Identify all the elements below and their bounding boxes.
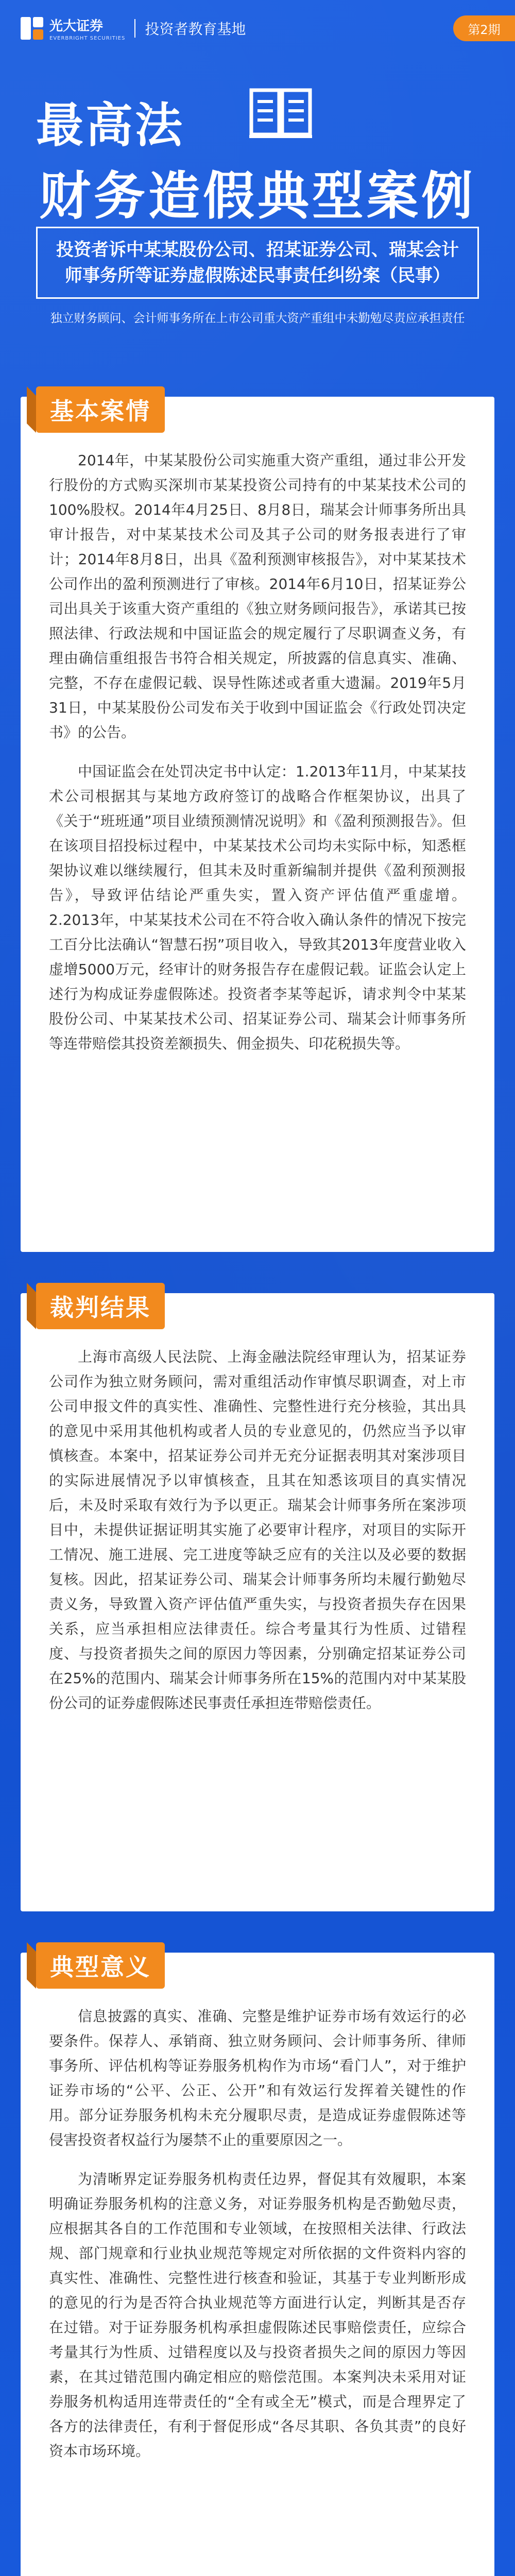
case-title-box — [36, 227, 479, 299]
section-label: 典型意义 — [50, 1953, 151, 1981]
paragraph: 上海市高级人民法院、上海金融法院经审理认为，招某证券公司作为独立财务顾问，需对重组活动作审慎尽职调查，对上市公司申报文件的真实性、准确性、完整性进行充分核验，其出具的意见中采用其他机构或者人员的专业意见的，仍然应当予以审慎核查。本案中，招某证券公司并无充分证据表明其对案涉项目的实际进展情况予以审慎核查，且其在知悉该项目的真实情况后，未及时采取有效行为予以更正。瑞某会计师事务所在案涉项目中，未提供证据证明其实施了必要审计程序，对项目的实际开工情况、施工进展、完工进度等缺乏应有的关注以及必要的数据复核。因此，招某证券公司、瑞某会计师事务所均未履行勤勉尽责义务，导致置入资产评估值严重失实，与投资者损失存在因果关系，应当承担相应法律责任。综合考量其行为性质、过错程度、与投资者损失之间的原因力等因素，分别确定招某证券公司在25%的范围内、瑞某会计师事务所在15%的范围内对中某某股份公司的证券虚假陈述民事责任承担连带赔偿责任。 — [49, 1348, 466, 1711]
section-label: 基本案情 — [50, 397, 151, 425]
section-tag-basic — [36, 386, 165, 433]
section-body-judgment — [49, 1345, 466, 1730]
book-icon — [247, 85, 314, 142]
section-tag-judgment — [36, 1283, 165, 1329]
paragraph: 为清晰界定证券服务机构责任边界，督促其有效履职，本案明确证券服务机构的注意义务，对证券服务机构是否勤勉尽责，应根据其各自的工作范围和专业领域，在按照相关法律、行政法规、部门规章和行业执业规范等规定对所依据的文件资料内容的真实性、准确性、完整性进行核查和验证，其基于专业判断形成的意见的行为是否符合执业规范等方面进行认定，判断其是否存在过错。对于证券服务机构承担虚假陈述民事赔偿责任，应综合考量其行为性质、过错程度以及与投资者损失之间的原因力等因素，在其过错范围内确定相应的赔偿范围。本案判决未采用对证券服务机构适用连带责任的“全有或全无”模式，而是合理界定了各方的法律责任，有利于督促形成“各尽其职、各负其责”的良好资本市场环境。 — [49, 2171, 466, 2460]
section-body-basic — [49, 448, 466, 1071]
section-tag-significance — [36, 1942, 165, 1989]
brand-sub: EVERBRIGHT SECURITIES — [49, 36, 126, 41]
brand-logo[interactable] — [21, 15, 246, 41]
section-label: 裁判结果 — [50, 1294, 151, 1321]
section-judgment — [21, 1293, 494, 1911]
section-body-significance — [49, 2004, 466, 2478]
brand-mark-icon — [21, 17, 43, 40]
top-bar — [0, 0, 515, 57]
case-subtitle: 独立财务顾问、会计师事务所在上市公司重大资产重组中未勤勉尽责应承担责任 — [50, 312, 465, 325]
paragraph: 2014年，中某某股份公司实施重大资产重组，通过非公开发行股份的方式购买深圳市某某投资公司持有的中某某技术公司的100%股权。2014年4月25日、8月8日，瑞某会计师事务所出具审计报告，对中某某技术公司及其子公司的财务报表进行了审计；2014年8月8日，出具《盈利预测审核报告》，对中某某技术公司作出的盈利预测进行了审核。2014年6月10日，招某证券公司出具关于该重大资产重组的《独立财务顾问报告》，承诺其已按照法律、行政法规和中国证监会的规定履行了尽职调查义务，有理由确信重组报告书符合相关规定，所披露的信息真实、准确、完整，不存在虚假记载、误导性陈述或者重大遗漏。2019年5月31日，中某某股份公司发布关于收到中国证监会《行政处罚决定书》的公告。 — [49, 452, 466, 741]
issue-badge: 第2期 — [453, 15, 515, 41]
brand-divider — [134, 19, 135, 38]
paragraph: 中国证监会在处罚决定书中认定：1.2013年11月，中某某技术公司根据其与某地方政府签订的战略合作框架协议，出具了《关于“班班通”项目业绩预测情况说明》和《盈利预测报告》。但在该项目招投标过程中，中某某技术公司均未实际中标，知悉框架协议难以继续履行，但其未及时重新编制并提供《盈利预测报告》，导致评估结论严重失实，置入资产评估值严重虚增。2.2013年，中某某技术公司在不符合收入确认条件的情况下按完工百分比法确认“智慧石拐”项目收入，导致其2013年度营业收入虚增5000万元，经审计的财务报告存在虚假记载。证监会认定上述行为构成证券虚假陈述。投资者李某等起诉，请求判令中某某股份公司、中某某技术公司、招某证券公司、瑞某会计师事务所等连带赔偿其投资差额损失、佣金损失、印花税损失等。 — [49, 763, 466, 1052]
section-significance — [21, 1953, 494, 2576]
brand-tagline: 投资者教育基地 — [145, 21, 246, 38]
brand-name: 光大证券 — [49, 19, 104, 34]
section-basic-facts — [21, 397, 494, 1252]
paragraph: 信息披露的真实、准确、完整是维护证券市场有效运行的必要条件。保荐人、承销商、独立财务顾问、会计师事务所、律师事务所、评估机构等证券服务机构作为市场“看门人”，对于维护证券市场的“公平、公正、公开”和有效运行发挥着关键性的作用。部分证券服务机构未充分履职尽责，是造成证券虚假陈述等侵害投资者权益行为屡禁不止的重要原因之一。 — [49, 2008, 466, 2148]
page-title-line2: 财务造假典型案例 — [39, 166, 476, 226]
case-title: 投资者诉中某某股份公司、招某证券公司、瑞某会计师事务所等证券虚假陈述民事责任纠纷案（民事） — [56, 240, 459, 286]
page-title-line1: 最高法 — [36, 98, 185, 153]
